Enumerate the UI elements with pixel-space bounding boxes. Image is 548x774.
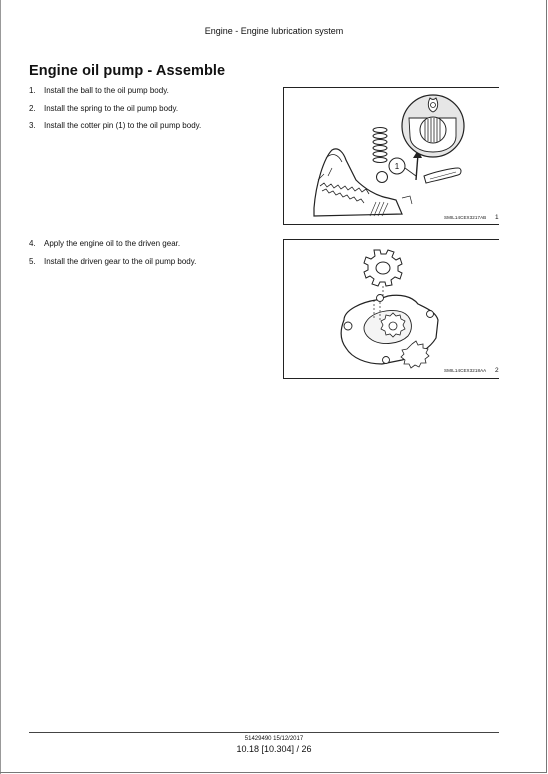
step-text: Install the ball to the oil pump body. [44, 86, 169, 95]
footer-page-number: 10.18 [10.304] / 26 [236, 744, 312, 754]
figure-2-illustration [284, 240, 499, 378]
figure-2-code: SMIL14CEX3218AA [444, 368, 487, 373]
step-text: Apply the engine oil to the driven gear. [44, 239, 181, 248]
figure-1-illustration [284, 88, 499, 224]
figure-2 [283, 239, 499, 379]
step-text: Install the spring to the oil pump body. [44, 103, 179, 113]
footer-document-id: 51429490 15/12/2017 [244, 736, 304, 742]
figure-1-callout: 1 [394, 162, 400, 171]
step-number: 2. [29, 103, 36, 113]
figure-1 [283, 87, 499, 225]
figure-2-number: 2 [495, 367, 499, 374]
step-number: 4. [29, 239, 36, 248]
footer-divider [29, 732, 499, 733]
step-text: Install the driven gear to the oil pump body. [44, 256, 197, 266]
running-header: Engine - Engine lubrication system [204, 26, 344, 36]
figure-1-number: 1 [495, 214, 499, 221]
step-number: 5. [29, 256, 36, 266]
page-title: Engine oil pump - Assemble [29, 63, 226, 79]
step-number: 3. [29, 121, 36, 130]
step-number: 1. [29, 86, 36, 95]
step-text: Install the cotter pin (1) to the oil pump body. [44, 121, 202, 130]
figure-1-code: SMIL14CEX3217AB [444, 215, 487, 220]
